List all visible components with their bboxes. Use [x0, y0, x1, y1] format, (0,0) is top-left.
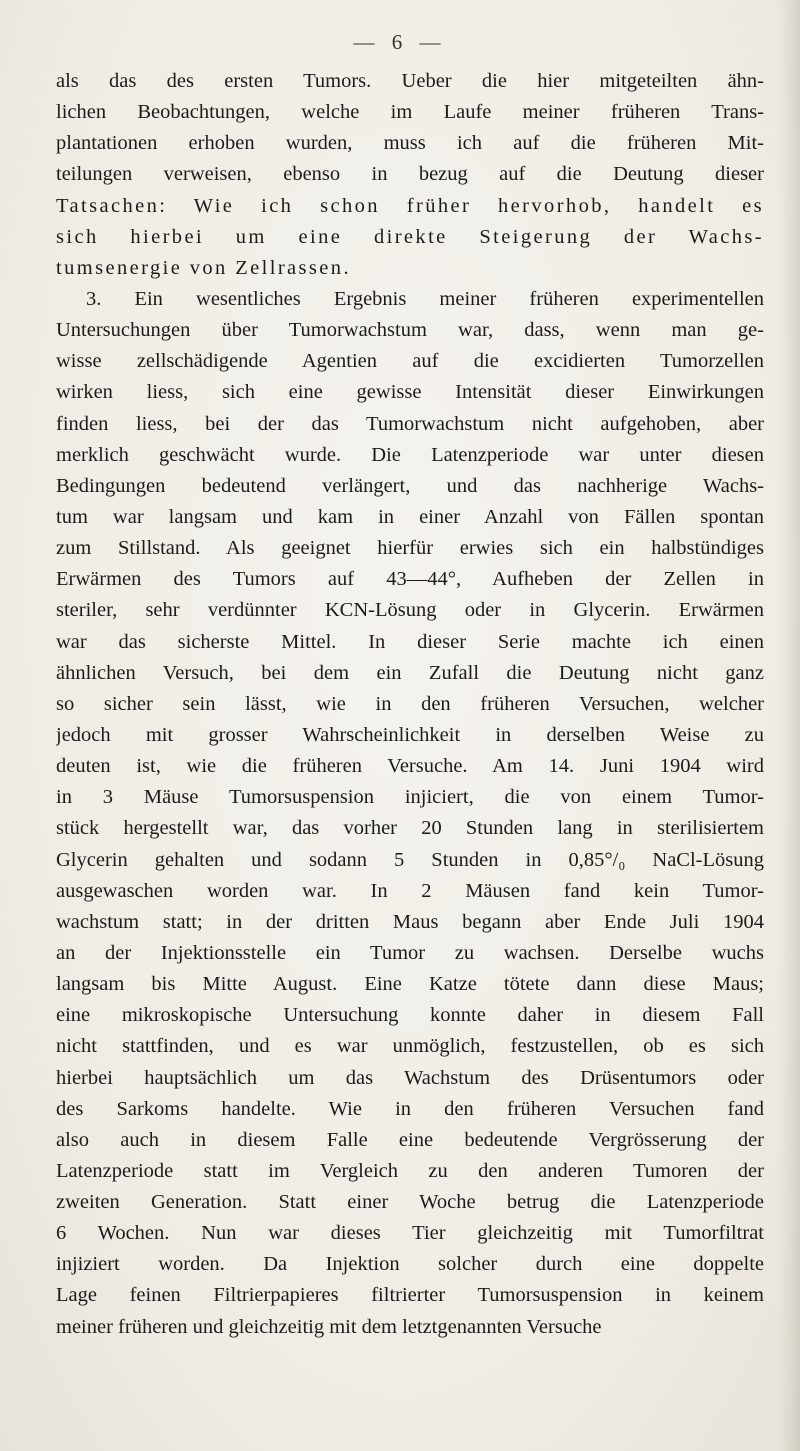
text-line-emphasis: sich hierbei um eine direkte Steigerung der Wachs- — [56, 225, 764, 248]
text-line: so sicher sein lässt, wie in den früheren Versuchen, welcher — [56, 692, 764, 715]
text-line: 6 Wochen. Nun war dieses Tier gleichzeitig mit Tumorfiltrat — [56, 1222, 764, 1245]
text-line: wirken liess, sich eine gewisse Intensität dieser Einwirkungen — [56, 381, 764, 404]
text-line: steriler, sehr verdünnter KCN-Lösung oder in Glycerin. Erwärmen — [56, 599, 764, 622]
text-line: wisse zellschädigende Agentien auf die excidierten Tumorzellen — [56, 350, 764, 373]
text-line: an der Injektionsstelle ein Tumor zu wachsen. Derselbe wuchs — [56, 941, 764, 964]
text-line: war das sicherste Mittel. In dieser Serie machte ich einen — [56, 630, 764, 653]
text-line: eine mikroskopische Untersuchung konnte daher in diesem Fall — [56, 1004, 764, 1027]
text-line: Glycerin gehalten und sodann 5 Stunden in 0,85°/₀ NaCl-Lösung — [56, 848, 764, 871]
text-line-emphasis: Tatsachen: Wie ich schon früher hervorhob, handelt es — [56, 194, 764, 217]
text-line: merklich geschwächt wurde. Die Latenzperiode war unter diesen — [56, 443, 764, 466]
text-line: wachstum statt; in der dritten Maus begann aber Ende Juli 1904 — [56, 910, 764, 933]
text-line: ähnlichen Versuch, bei dem ein Zufall die Deutung nicht ganz — [56, 661, 764, 684]
text-line: Latenzperiode statt im Vergleich zu den anderen Tumoren der — [56, 1159, 764, 1182]
text-line: teilungen verweisen, ebenso in bezug auf die Deutung dieser — [56, 163, 764, 186]
text-line: des Sarkoms handelte. Wie in den früheren Versuchen fand — [56, 1097, 764, 1120]
text-line: stück hergestellt war, das vorher 20 Stunden lang in sterilisiertem — [56, 817, 764, 840]
text-line: also auch in diesem Falle eine bedeutende Vergrösserung der — [56, 1128, 764, 1151]
text-line: hierbei hauptsächlich um das Wachstum des Drüsentumors oder — [56, 1066, 764, 1089]
page-number: — 6 — — [353, 30, 447, 54]
text-line: finden liess, bei der das Tumorwachstum nicht aufgehoben, aber — [56, 412, 764, 435]
text-line: als das des ersten Tumors. Ueber die hier mitgeteilten ähn- — [56, 70, 764, 92]
text-line: injiziert worden. Da Injektion solcher durch eine doppelte — [56, 1253, 764, 1276]
text-line: Untersuchungen über Tumorwachstum war, dass, wenn man ge- — [56, 319, 764, 342]
text-line: tum war langsam und kam in einer Anzahl von Fällen spontan — [56, 505, 764, 528]
text-line: Erwärmen des Tumors auf 43—44°, Aufheben der Zellen in — [56, 568, 764, 591]
text-line: jedoch mit grosser Wahrscheinlichkeit in derselben Weise zu — [56, 723, 764, 746]
text-line: langsam bis Mitte August. Eine Katze tötete dann diese Maus; — [56, 973, 764, 996]
text-line: lichen Beobachtungen, welche im Laufe meiner früheren Trans- — [56, 101, 764, 124]
text-line-emphasis: tumsenergie von Zellrassen. — [56, 256, 351, 279]
text-line: zum Stillstand. Als geeignet hierfür erwies sich ein halbstündiges — [56, 537, 764, 560]
text-line: zweiten Generation. Statt einer Woche betrug die Latenzperiode — [56, 1191, 764, 1214]
text-line: deuten ist, wie die früheren Versuche. Am 14. Juni 1904 wird — [56, 755, 764, 778]
text-line: plantationen erhoben wurden, muss ich auf die früheren Mit- — [56, 132, 764, 155]
text-line: Bedingungen bedeutend verlängert, und das nachherige Wachs- — [56, 474, 764, 497]
text-line: nicht stattfinden, und es war unmöglich, festzustellen, ob es sich — [56, 1035, 764, 1058]
page-edge-shadow — [778, 0, 800, 1451]
paragraph-start-line: 3. Ein wesentliches Ergebnis meiner früheren experimentellen — [86, 287, 764, 310]
text-line: meiner früheren und gleichzeitig mit dem letztgenannten Versuche — [56, 1315, 602, 1338]
text-line: ausgewaschen worden war. In 2 Mäusen fand kein Tumor- — [56, 879, 764, 902]
body-text — [56, 66, 764, 1343]
text-line: Lage feinen Filtrierpapieres filtrierter Tumorsuspension in keinem — [56, 1284, 764, 1307]
text-line: in 3 Mäuse Tumorsuspension injiciert, die von einem Tumor- — [56, 786, 764, 809]
